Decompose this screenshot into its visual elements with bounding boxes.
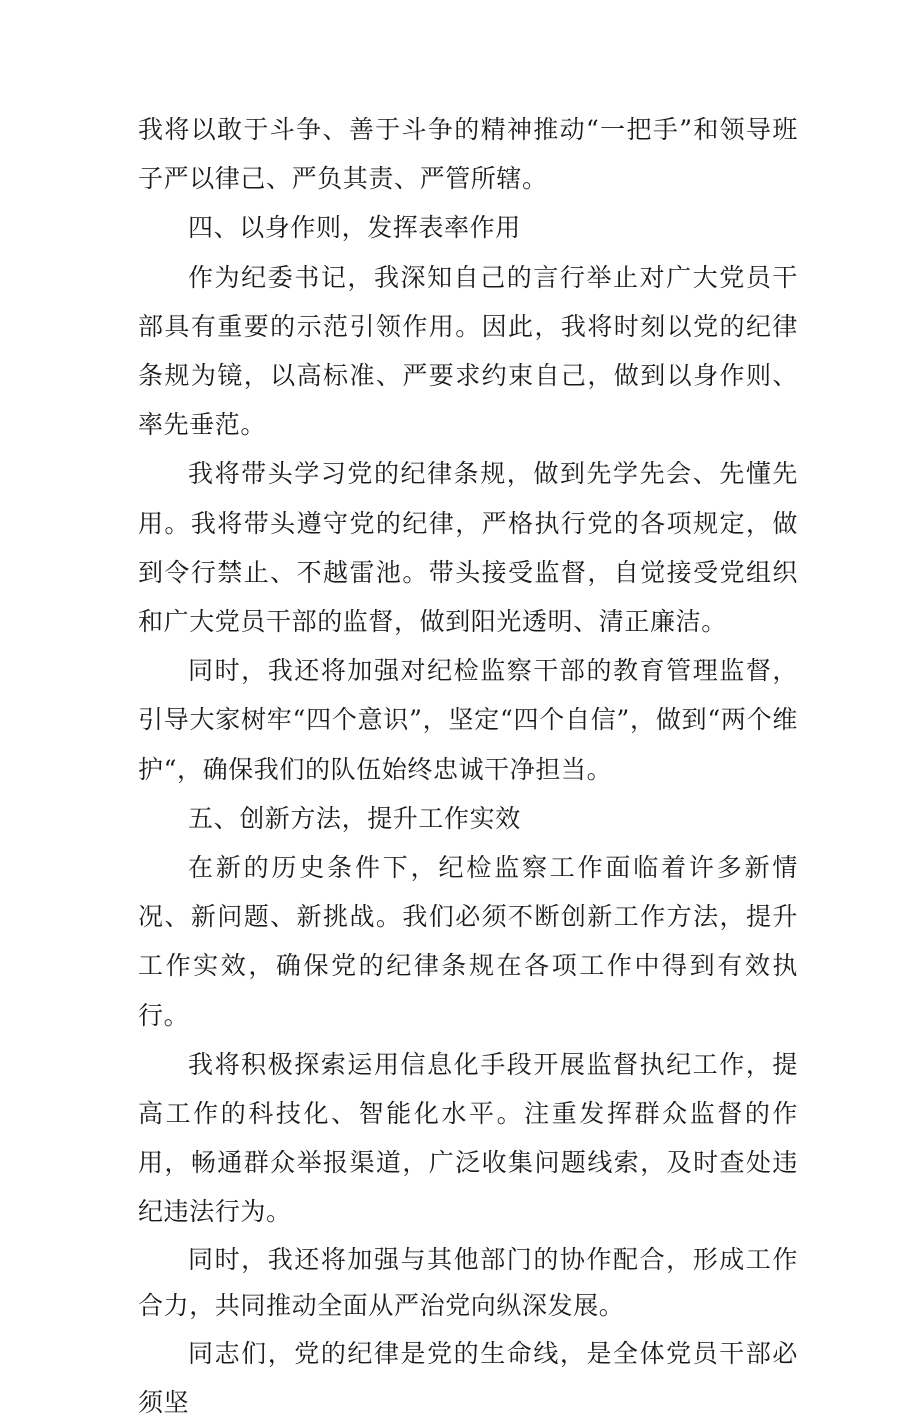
paragraph: 作为纪委书记，我深知自己的言行举止对广大党员干部具有重要的示范引领作用。因此，我将时刻以党的纪律条规为镜，以高标准、严要求约束自己，做到以身作则、率先垂范。 <box>138 262 798 440</box>
paragraph: 同时，我还将加强对纪检监察干部的教育管理监督，引导大家树牢“四个意识”，坚定“四个自信”，做到“两个维护“，确保我们的队伍始终忠诚干净担当。 <box>138 656 798 784</box>
paragraph: 我将带头学习党的纪律条规，做到先学先会、先懂先用。我将带头遵守党的纪律，严格执行党的各项规定，做到令行禁止、不越雷池。带头接受监督，自觉接受党组织和广大党员干部的监督，做到阳光透明、清正廉洁。 <box>138 459 798 637</box>
paragraph: 我将积极探索运用信息化手段开展监督执纪工作，提高工作的科技化、智能化水平。注重发挥群众监督的作用，畅通群众举报渠道，广泛收集问题线索，及时查处违纪违法行为。 <box>138 1049 798 1227</box>
section-heading: 五、创新方法，提升工作实效 <box>188 803 521 833</box>
paragraph: 同时，我还将加强与其他部门的协作配合，形成工作合力，共同推动全面从严治党向纵深发展。 <box>138 1244 798 1320</box>
paragraph: 我将以敢于斗争、善于斗争的精神推动“一把手”和领导班子严以律己、严负其责、严管所辖。 <box>138 115 798 194</box>
paragraph: 在新的历史条件下，纪检监察工作面临着许多新情况、新问题、新挑战。我们必须不断创新工作方法，提升工作实效，确保党的纪律条规在各项工作中得到有效执行。 <box>138 853 798 1030</box>
paragraph: 同志们，党的纪律是党的生命线，是全体党员干部必须坚 <box>138 1338 798 1417</box>
section-heading: 四、以身作则，发挥表率作用 <box>188 213 521 243</box>
document-body <box>138 105 798 1427</box>
